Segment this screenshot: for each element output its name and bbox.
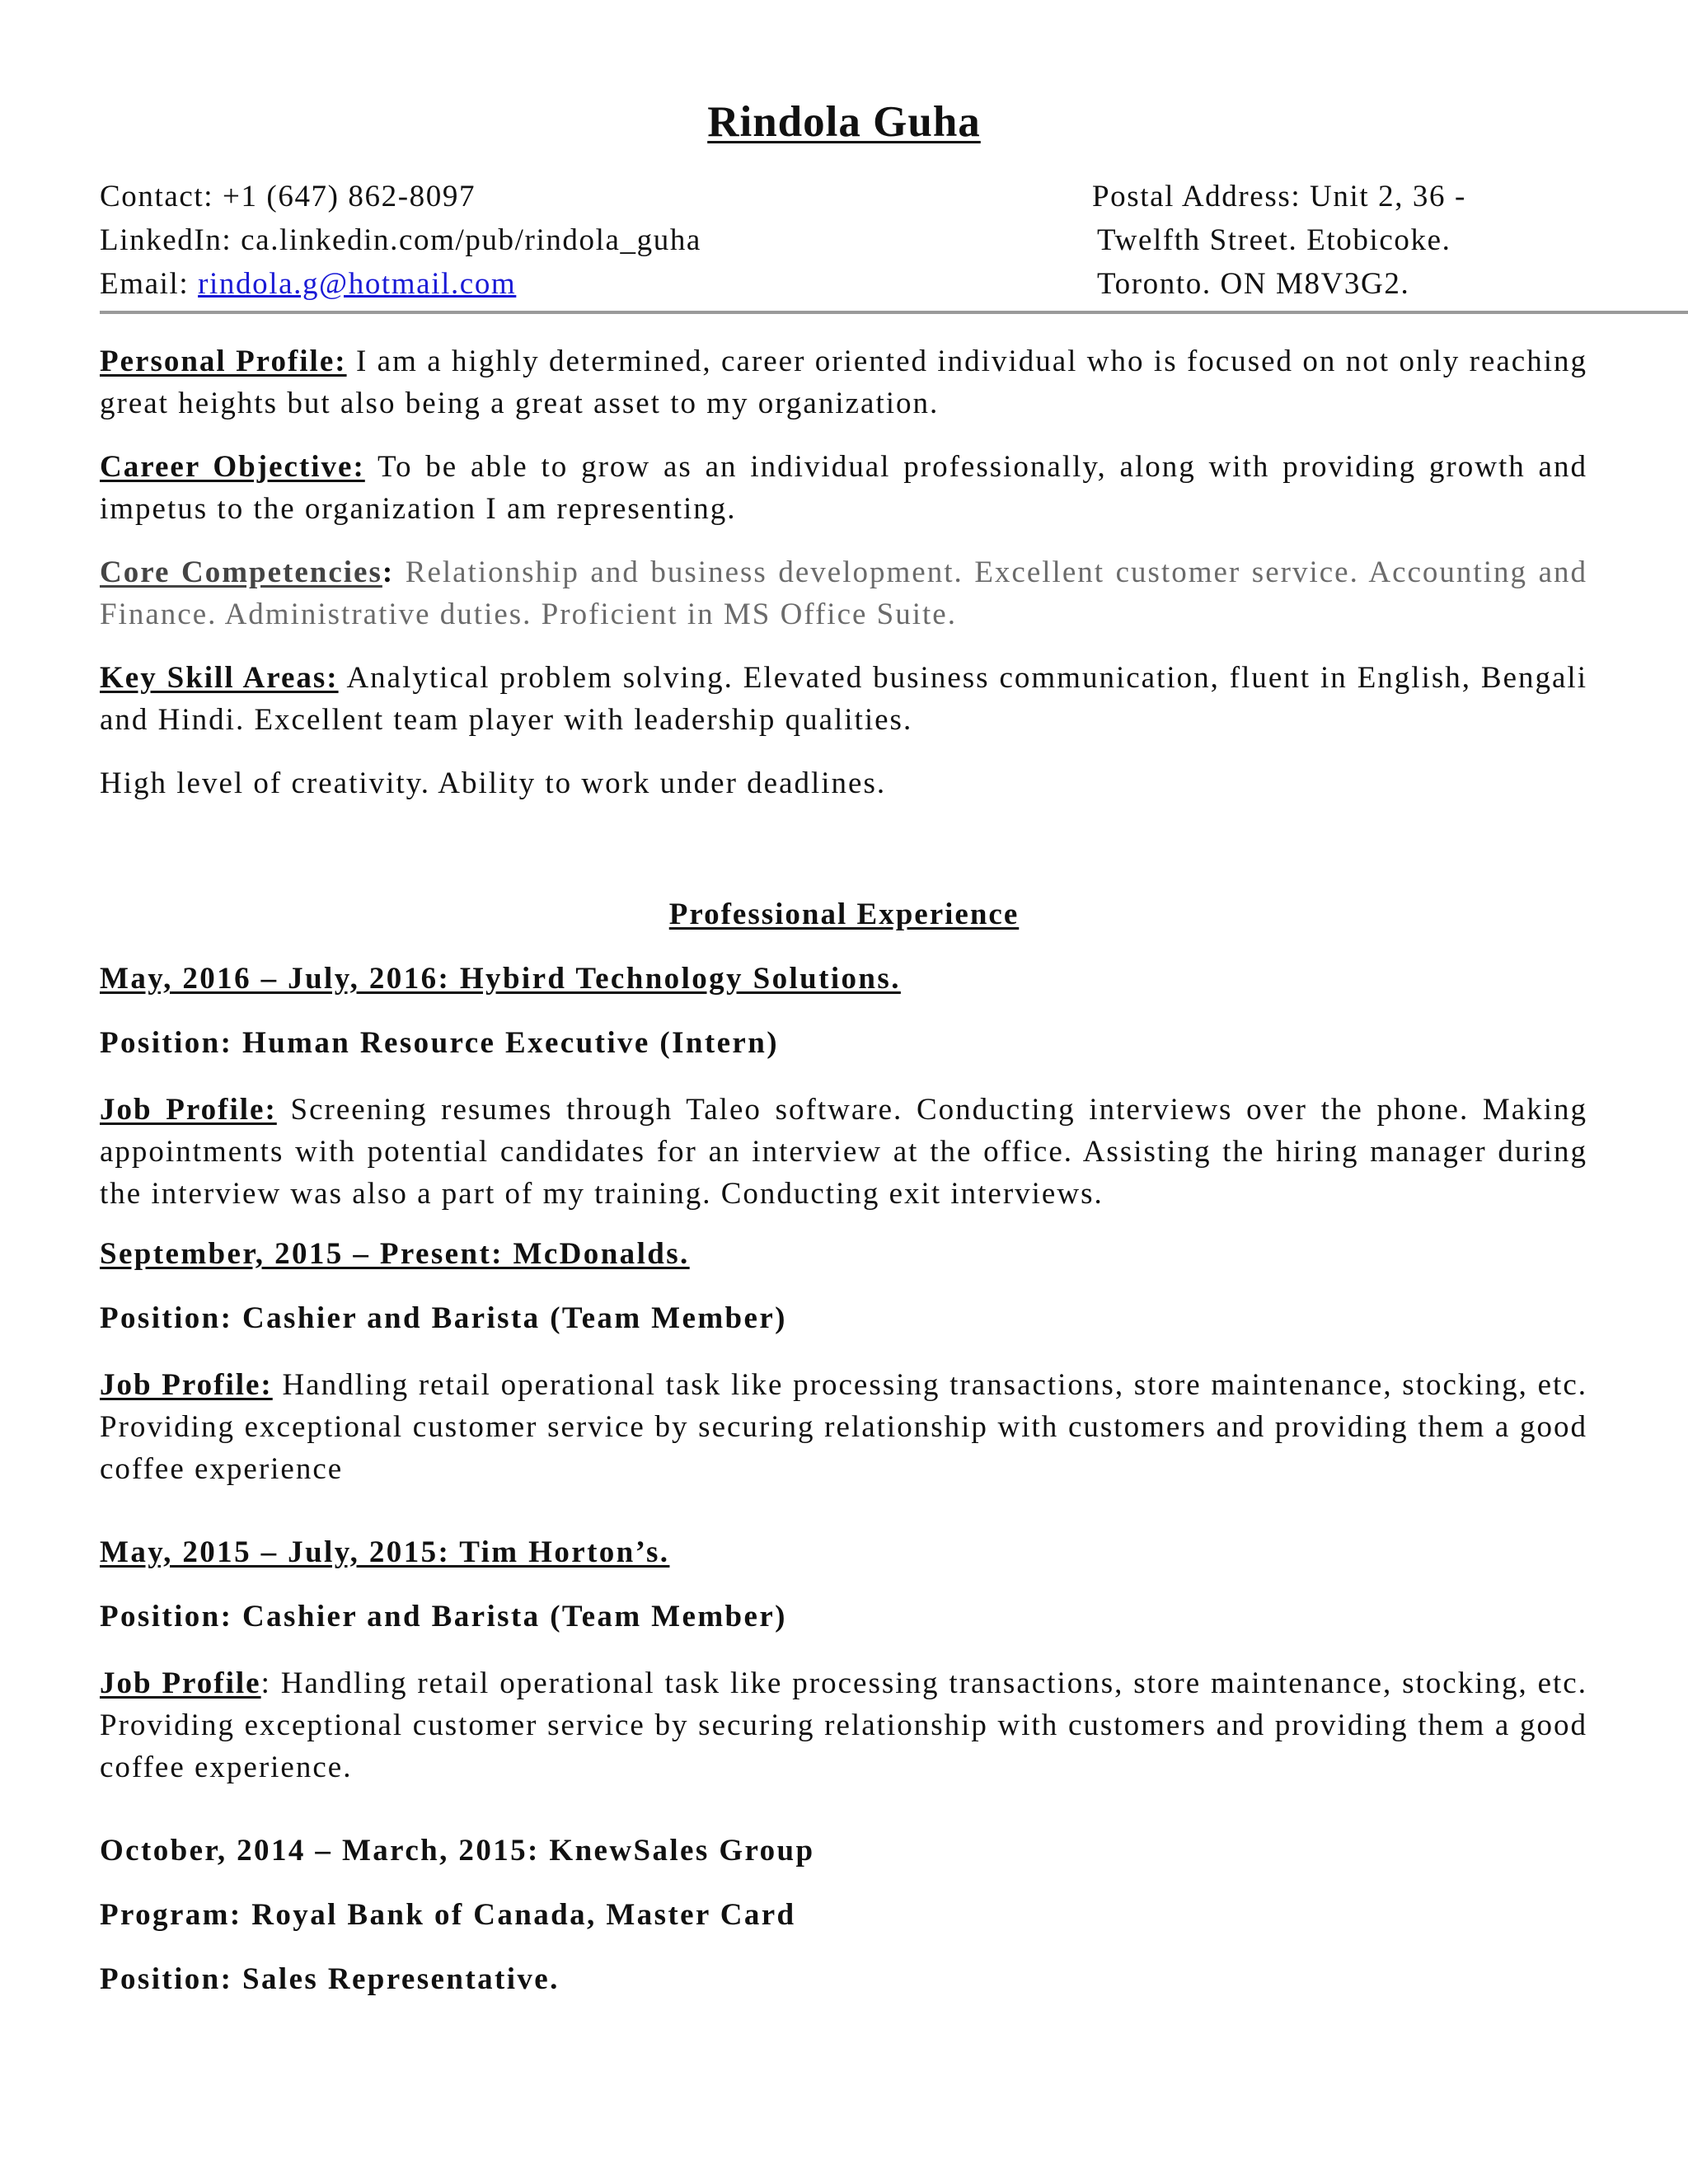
job-profile-text: Screening resumes through Taleo software. Conducting interviews over the phone. Making appointments with potential candidates for an interview at the office. Assisting the hiring manager during the interview was also a part of my training. Conducting exit interviews. [100,1093,1588,1211]
experience-heading [0,897,1688,932]
job-profile [100,1364,1587,1490]
core-competencies [100,551,1587,635]
core-competencies-text: Relationship and business development. Excellent customer service. Accounting and Finance. Administrative duties. Proficient in MS Office Suite. [100,555,1587,631]
phone-line: Contact: +1 (647) 862-8097 [100,180,476,213]
job-program: Program: Royal Bank of Canada, Master Card [100,1898,796,1932]
personal-profile-text: I am a highly determined, career oriented individual who is focused on not only reaching great heights but also being a great asset to my organization. [100,344,1587,420]
key-skill-areas-label: Key Skill Areas: [100,661,339,695]
job-position: Position: Human Resource Executive (Intern) [100,1026,779,1060]
extra-skills: High level of creativity. Ability to work under deadlines. [100,766,887,800]
job-title-text: September, 2015 – Present: McDonalds. [100,1237,690,1271]
job-profile-colon: : [260,1666,271,1700]
address-line-3: Toronto. ON M8V3G2. [1097,267,1410,301]
job-position: Position: Cashier and Barista (Team Member) [100,1301,787,1335]
email-line [100,262,701,306]
job-profile-label: Job Profile: [100,1093,277,1127]
job-profile [100,1089,1587,1215]
core-competencies-colon: : [382,555,395,589]
email-link[interactable]: rindola.g@hotmail.com [198,267,517,301]
resume-name [0,97,1688,147]
key-skill-areas [100,657,1587,741]
experience-heading-text: Professional Experience [668,898,1020,931]
job-position: Position: Sales Representative. [100,1962,560,1996]
linkedin-line: LinkedIn: ca.linkedin.com/pub/rindola_guha [100,223,701,257]
job-profile-text: Handling retail operational task like processing transactions, store maintenance, stocking, etc. Providing exceptional customer service by securing relationship with customers and providing them a good coffee experience. [100,1666,1587,1784]
address-line-1: Postal Address: Unit 2, 36 - [1092,180,1466,213]
email-label: Email: [100,267,199,301]
key-skill-areas-text: Analytical problem solving. Elevated business communication, fluent in English, Bengali and Hindi. Excellent team player with leadership qualities. [100,661,1587,737]
personal-profile-label: Personal Profile: [100,344,347,378]
job-title-text: May, 2015 – July, 2015: Tim Horton’s. [100,1535,670,1569]
job-title-line: October, 2014 – March, 2015: KnewSales Group [100,1834,815,1868]
name-text: Rindola Guha [707,98,981,146]
job-profile-label: Job Profile [100,1666,261,1700]
job-title-line [100,1236,690,1272]
contact-block [100,175,701,306]
career-objective-label: Career Objective: [100,450,365,484]
career-objective-text: To be able to grow as an individual professionally, along with providing growth and impetus to the organization I am representing. [100,450,1587,526]
job-profile-label: Job Profile: [100,1368,273,1402]
job-title-line [100,1535,669,1570]
address-line-2: Twelfth Street. Etobicoke. [1097,223,1451,257]
job-title-text: May, 2016 – July, 2016: Hybird Technology Solutions. [100,962,901,996]
address-block [1092,175,1466,306]
personal-profile [100,340,1587,424]
career-objective [100,446,1587,530]
job-title-line [100,961,901,996]
job-profile-text: Handling retail operational task like processing transactions, store maintenance, stocking, etc. Providing exceptional customer service by securing relationship with customers and providing them a good coffee experience [100,1368,1587,1486]
job-position: Position: Cashier and Barista (Team Member) [100,1600,787,1633]
core-competencies-label: Core Competencies [100,555,382,589]
job-profile [100,1662,1587,1788]
header-divider [100,311,1688,314]
